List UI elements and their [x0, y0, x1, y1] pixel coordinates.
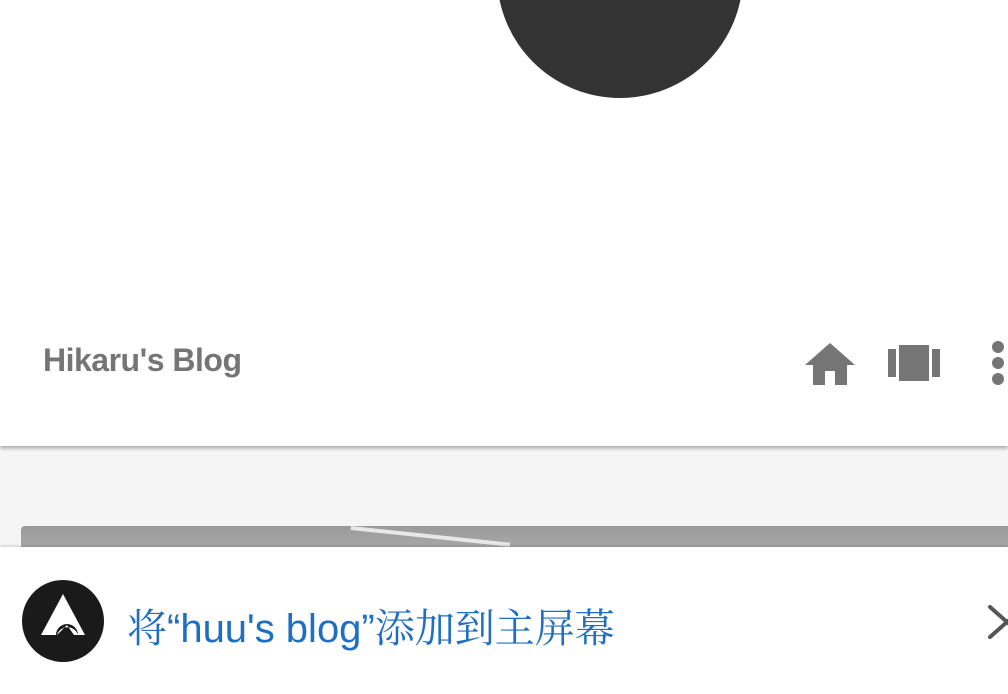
site-title[interactable]: Hikaru's Blog [43, 342, 242, 378]
home-button[interactable] [800, 336, 860, 390]
more-button[interactable] [984, 336, 1008, 390]
avatar[interactable] [497, 0, 743, 98]
add-to-homescreen-text[interactable]: 将“huu's blog”添加到主屏幕 [127, 607, 615, 651]
add-to-homescreen-banner[interactable] [0, 547, 1008, 694]
home-icon [803, 339, 857, 387]
archive-icon [886, 343, 942, 383]
close-icon [984, 599, 1008, 643]
more-vert-icon [984, 339, 1008, 387]
archive-button[interactable] [884, 336, 944, 390]
app-logo-icon [21, 579, 105, 663]
card-image-highlight [351, 526, 511, 547]
close-banner-button[interactable] [984, 599, 1008, 643]
